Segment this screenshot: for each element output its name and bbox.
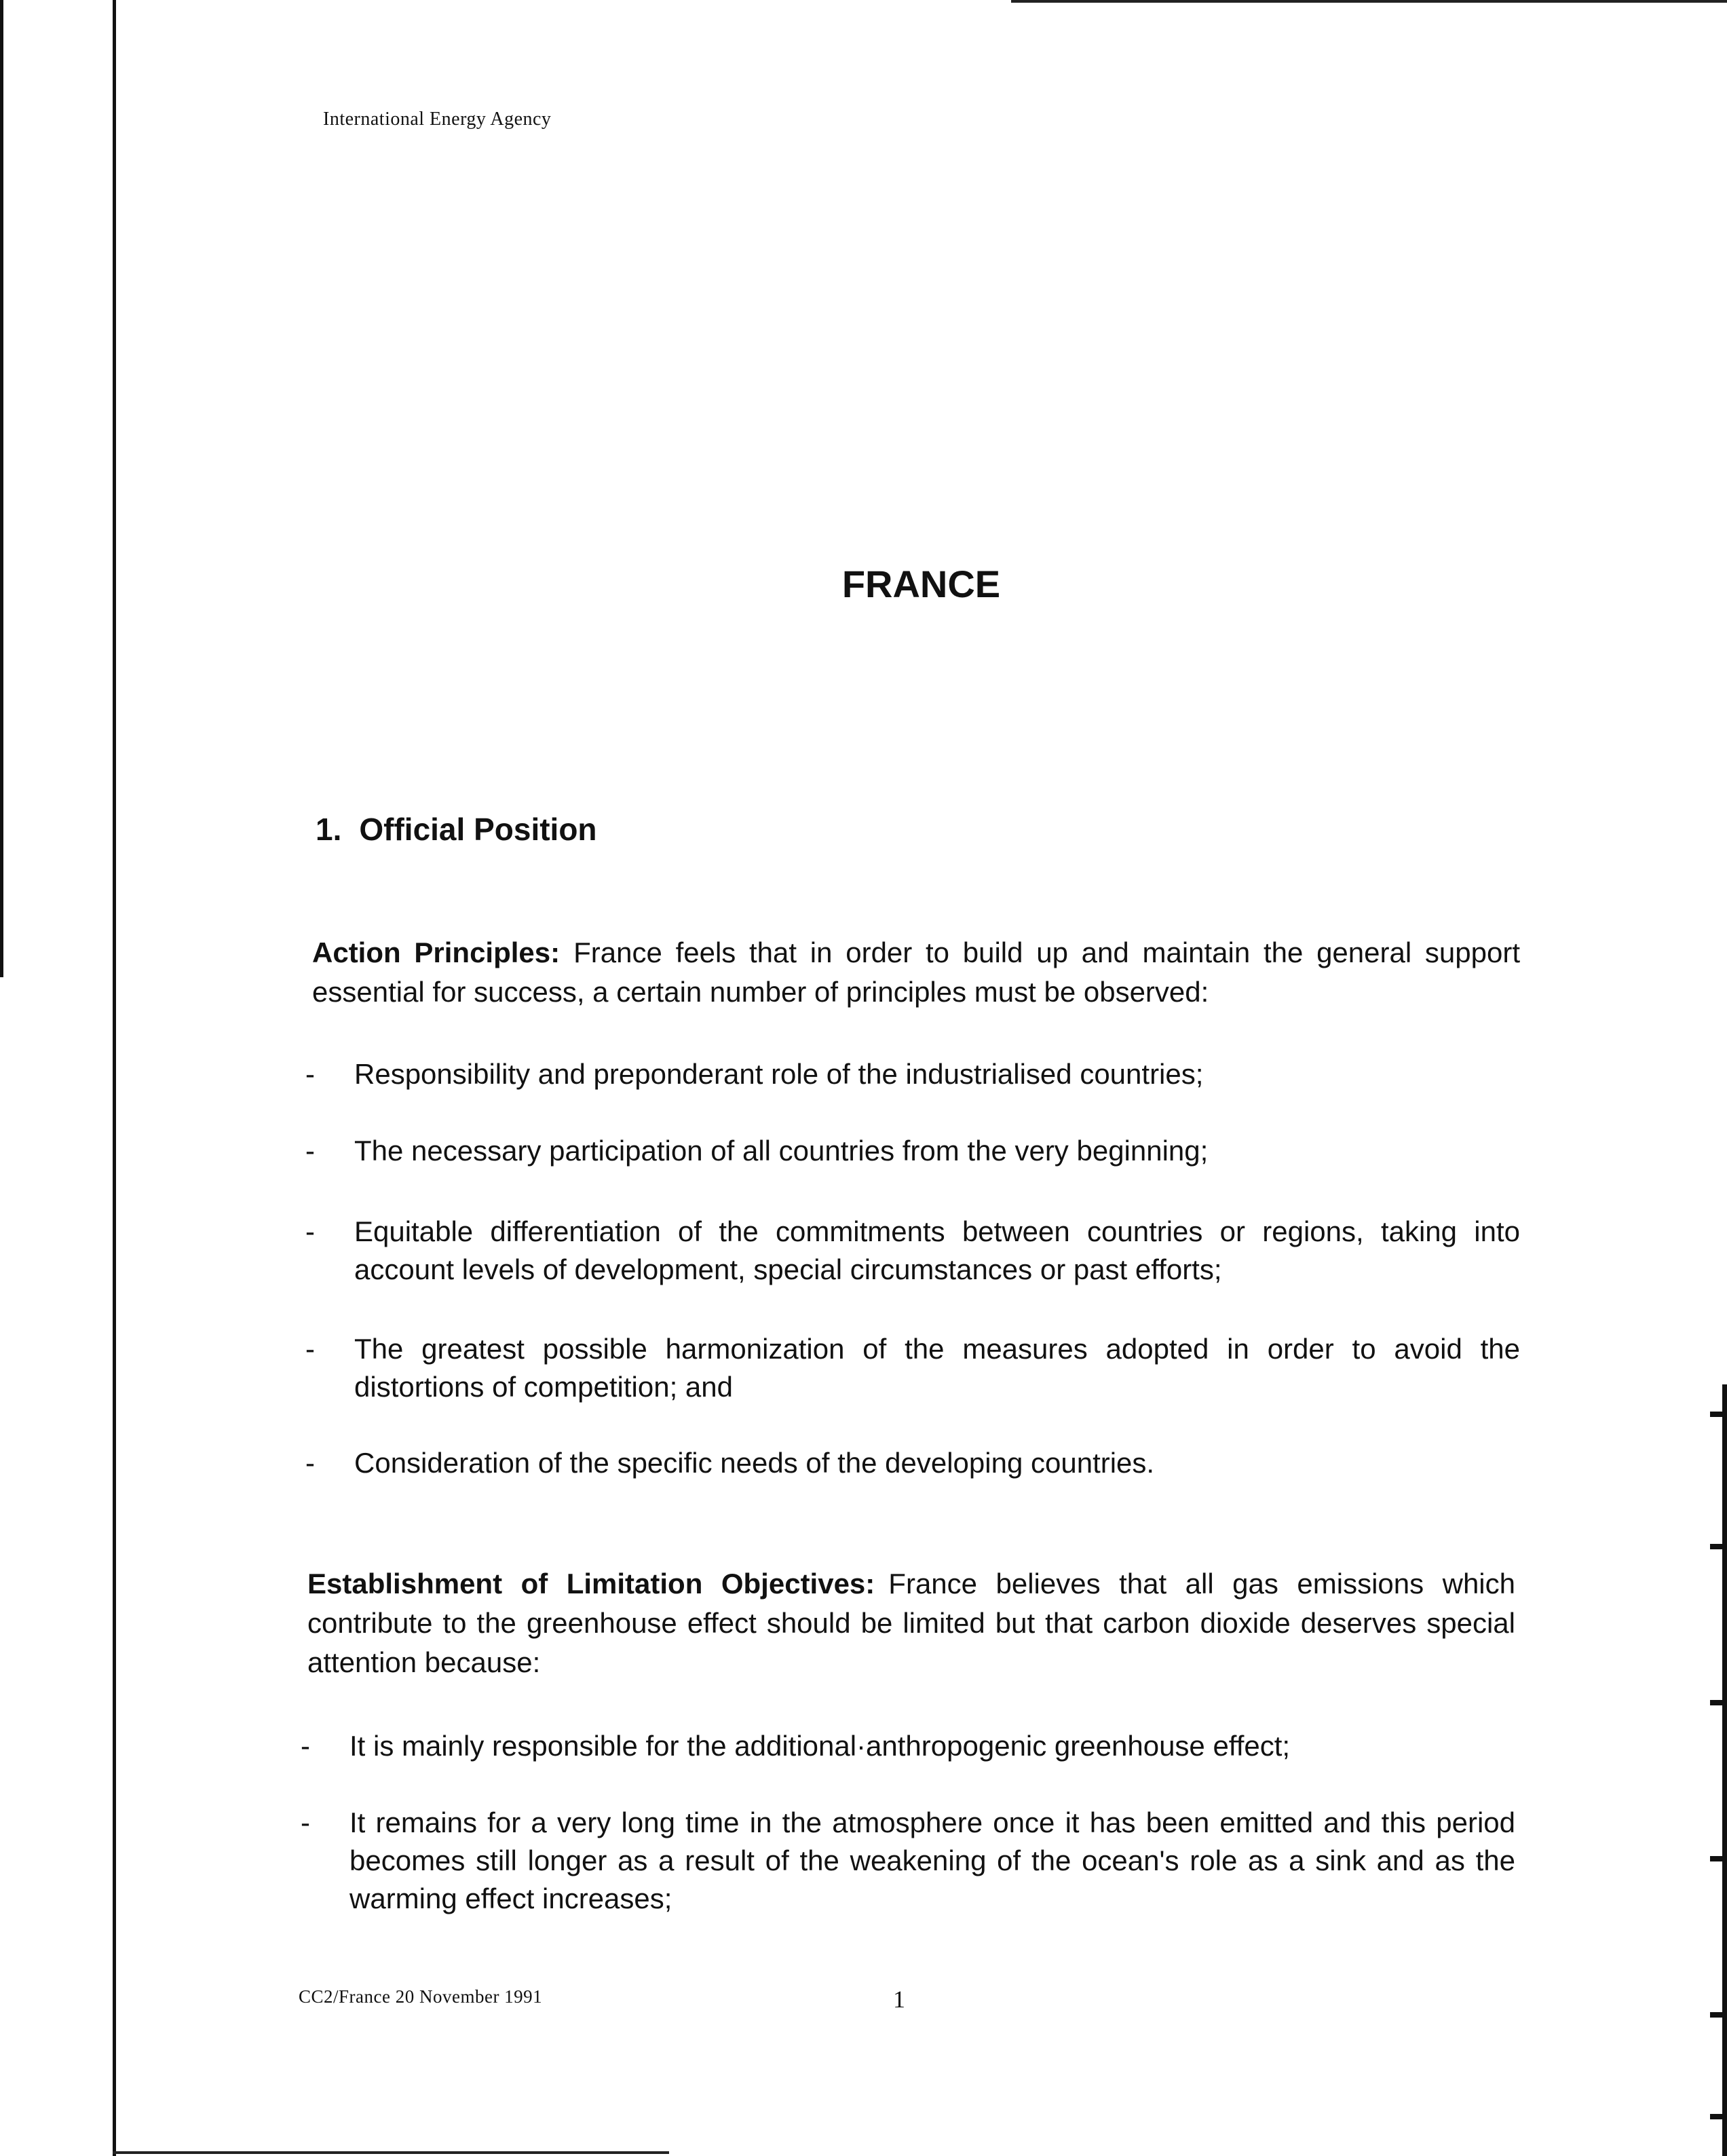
- scan-edge-left-inner: [113, 0, 116, 2156]
- list-item-text: The necessary participation of all countries from the very beginning;: [354, 1135, 1209, 1167]
- scan-edge-left-outer: [0, 0, 3, 977]
- action-principles-paragraph: [312, 933, 1520, 1012]
- list-item: [301, 1727, 1515, 1765]
- list-item: [305, 1132, 1520, 1170]
- list-item-text: Responsibility and preponderant role of the industrialised countries;: [354, 1058, 1204, 1090]
- action-principles-lead: Action Principles:: [312, 937, 561, 968]
- scan-mark: [1710, 2114, 1727, 2119]
- list-item-text: Consideration of the specific needs of the developing countries.: [354, 1447, 1155, 1479]
- scan-edge-right: [1722, 1384, 1727, 2156]
- limitation-objectives-paragraph: [307, 1564, 1515, 1682]
- list-item-text: Equitable differentiation of the commitments between countries or regions, taking into account levels of development, special circumstances or past efforts;: [354, 1215, 1520, 1285]
- bullet-marker: -: [305, 1447, 315, 1479]
- action-principles-text: France feels that in order to build up and maintain the general support essential for success, a certain number of principles must be observed:: [312, 937, 1520, 1008]
- scan-mark: [1710, 1856, 1727, 1861]
- section-number: 1.: [316, 812, 342, 847]
- limitation-objectives-text: France believes that all gas emissions which contribute to the greenhouse effect should be limited but that carbon dioxide deserves special attention because:: [307, 1568, 1515, 1678]
- list-item: [305, 1213, 1520, 1289]
- section-heading: [316, 811, 597, 848]
- limitation-objectives-lead: Establishment of Limitation Objectives:: [307, 1568, 875, 1600]
- bullet-marker: -: [305, 1058, 315, 1090]
- list-item: [305, 1330, 1520, 1406]
- list-item: [305, 1444, 1520, 1482]
- scan-edge-bottom: [113, 2151, 669, 2154]
- document-title: FRANCE: [841, 563, 1001, 605]
- bullet-marker: -: [305, 1135, 315, 1167]
- list-item-text: It is mainly responsible for the additional·anthropogenic greenhouse effect;: [349, 1730, 1291, 1762]
- page-number: 1: [893, 1986, 905, 2013]
- bullet-marker: -: [305, 1215, 315, 1247]
- agency-header: International Energy Agency: [323, 109, 552, 130]
- scan-edge-top: [1011, 0, 1727, 3]
- footer-reference: CC2/France 20 November 1991: [299, 1986, 543, 2007]
- list-item-text: It remains for a very long time in the atmosphere once it has been emitted and this period becomes still longer as a result of the weakening of the ocean's role as a sink and as the warming effect increases;: [349, 1807, 1515, 1914]
- bullet-marker: -: [301, 1807, 310, 1838]
- scan-mark: [1710, 1700, 1727, 1705]
- bullet-marker: -: [305, 1333, 315, 1365]
- list-item: [305, 1055, 1520, 1093]
- scan-mark: [1710, 1412, 1727, 1417]
- bullet-marker: -: [301, 1730, 310, 1762]
- list-item: [301, 1804, 1515, 1918]
- scan-mark: [1710, 1544, 1727, 1549]
- section-heading-text: Official Position: [359, 812, 597, 847]
- list-item-text: The greatest possible harmonization of the measures adopted in order to avoid the distortions of competition; and: [354, 1333, 1520, 1403]
- scan-mark: [1710, 2012, 1727, 2018]
